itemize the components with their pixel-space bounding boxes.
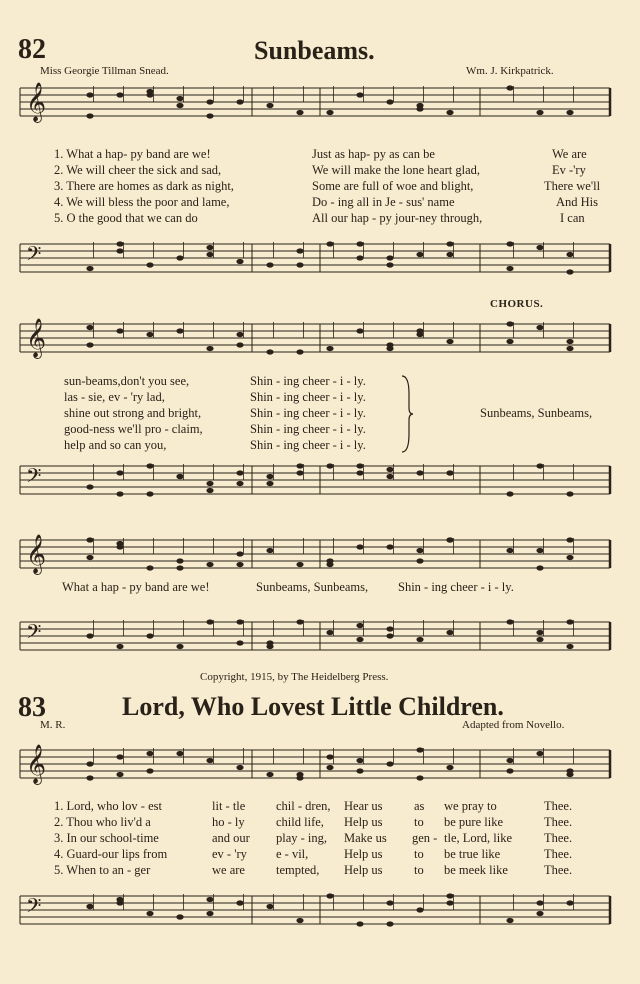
notehead: [416, 470, 423, 475]
notehead: [536, 325, 543, 330]
notehead: [176, 328, 183, 333]
notehead: [416, 907, 423, 912]
notehead: [206, 562, 213, 567]
notehead: [236, 619, 243, 624]
notehead: [386, 255, 393, 260]
notehead: [566, 252, 573, 257]
notehead: [536, 245, 543, 250]
notehead: [116, 754, 123, 759]
notehead: [566, 772, 573, 777]
notehead: [356, 758, 363, 763]
notehead: [266, 772, 273, 777]
notehead: [86, 537, 93, 542]
notehead: [116, 541, 123, 546]
notehead: [296, 248, 303, 253]
notehead: [296, 110, 303, 115]
lyric-text: las - sie, ev - 'ry lad,: [64, 390, 165, 404]
treble-staff: [20, 744, 610, 784]
lyric-text: and our: [212, 831, 250, 845]
notehead: [296, 349, 303, 354]
notehead: [266, 262, 273, 267]
notehead: [416, 637, 423, 642]
notehead: [566, 269, 573, 274]
notehead: [326, 241, 333, 246]
lyric-text: sun-beams,don't you see,: [64, 374, 190, 388]
lyric-text: to: [414, 847, 424, 861]
lyric-text: shine out strong and bright,: [64, 406, 202, 420]
notehead: [146, 633, 153, 638]
notehead: [386, 474, 393, 479]
notehead: [566, 491, 573, 496]
staff-lines: [20, 744, 610, 784]
notehead: [386, 262, 393, 267]
lyric-text: we pray to: [444, 799, 497, 813]
treble-staff: [20, 534, 610, 574]
lyric-text: help and so can you,: [64, 438, 167, 452]
notehead: [266, 548, 273, 553]
notehead: [266, 474, 273, 479]
notehead: [116, 491, 123, 496]
staff-lines: [20, 892, 610, 926]
notehead: [536, 630, 543, 635]
svg-text:𝄞: 𝄞: [26, 82, 47, 122]
bass-staff: [20, 462, 610, 496]
treble-staff: [20, 318, 610, 358]
notehead: [356, 921, 363, 926]
notehead: [506, 339, 513, 344]
lyric-text: be pure like: [444, 815, 504, 829]
notehead: [446, 765, 453, 770]
notehead: [146, 332, 153, 337]
notehead: [326, 110, 333, 115]
lyric-text: 4. Guard-our lips from: [54, 847, 168, 861]
lyric-text: 4. We will bless the poor and lame,: [54, 195, 230, 209]
chorus-label: CHORUS.: [490, 298, 544, 310]
notehead: [116, 248, 123, 253]
notehead: [236, 259, 243, 264]
notehead: [566, 900, 573, 905]
notehead: [146, 92, 153, 97]
lyric-text: to: [414, 815, 424, 829]
svg-text:𝄞: 𝄞: [26, 534, 47, 574]
svg-text:𝄢: 𝄢: [26, 894, 42, 922]
lyric-text: be meek like: [444, 863, 508, 877]
lyric-text: as: [414, 799, 425, 813]
notehead: [386, 900, 393, 905]
notehead: [236, 470, 243, 475]
notehead: [536, 751, 543, 756]
notehead: [116, 470, 123, 475]
staff-lines: [20, 82, 610, 122]
svg-text:𝄞: 𝄞: [26, 744, 47, 784]
notehead: [416, 747, 423, 752]
treble-staff: [20, 82, 610, 122]
notehead: [416, 328, 423, 333]
notehead: [176, 751, 183, 756]
notehead: [446, 537, 453, 542]
notehead: [506, 266, 513, 271]
lyric-text: we are: [212, 863, 245, 877]
lyric-text: 3. There are homes as dark as night,: [54, 179, 234, 193]
lyric-text: Thee.: [544, 815, 573, 829]
notehead: [86, 555, 93, 560]
notehead: [116, 241, 123, 246]
lyric-text: Help us: [344, 815, 383, 829]
notehead: [236, 332, 243, 337]
notehead: [326, 630, 333, 635]
notehead: [326, 558, 333, 563]
notehead: [536, 463, 543, 468]
notehead: [86, 342, 93, 347]
notehead: [566, 346, 573, 351]
hymn-title: Sunbeams.: [254, 36, 375, 65]
staff-lines: [20, 318, 610, 358]
lyric-text: Shin - ing cheer - i - ly.: [250, 406, 366, 420]
notehead: [326, 765, 333, 770]
notehead: [176, 644, 183, 649]
lyric-text: Thee.: [544, 847, 573, 861]
lyric-text: And His: [556, 195, 599, 209]
notehead: [236, 640, 243, 645]
notehead: [446, 252, 453, 257]
notehead: [236, 900, 243, 905]
notehead: [116, 644, 123, 649]
lyric-text: Just as hap- py as can be: [312, 147, 435, 161]
lyric-text: Thee.: [544, 799, 573, 813]
lyric-text: tle, Lord, like: [444, 831, 513, 845]
lyric-text: We are: [552, 147, 587, 161]
notehead: [206, 488, 213, 493]
notehead: [416, 548, 423, 553]
notehead: [566, 555, 573, 560]
notehead: [326, 463, 333, 468]
notehead: [566, 339, 573, 344]
lyric-text: 2. We will cheer the sick and sad,: [54, 163, 222, 177]
lyric-text: Some are full of woe and blight,: [312, 179, 474, 193]
notehead: [506, 85, 513, 90]
notehead: [536, 110, 543, 115]
notehead: [86, 113, 93, 118]
notehead: [386, 544, 393, 549]
notehead: [386, 921, 393, 926]
lyric-text: What a hap - py band are we!: [62, 580, 210, 594]
notehead: [176, 255, 183, 260]
lyric-text: be true like: [444, 847, 501, 861]
notehead: [266, 904, 273, 909]
lyric-text: ho - ly: [212, 815, 245, 829]
notehead: [116, 92, 123, 97]
notehead: [86, 633, 93, 638]
notehead: [416, 558, 423, 563]
notehead: [356, 768, 363, 773]
notehead: [446, 470, 453, 475]
notehead: [356, 637, 363, 642]
notehead: [536, 900, 543, 905]
lyric-text: e - vil,: [276, 847, 309, 861]
notehead: [146, 262, 153, 267]
svg-text:𝄢: 𝄢: [26, 464, 42, 492]
notehead: [386, 99, 393, 104]
notehead: [356, 623, 363, 628]
lyric-text: Shin - ing cheer - i - ly.: [250, 374, 366, 388]
copyright-notice: Copyright, 1915, by The Heidelberg Press.: [200, 671, 389, 683]
notehead: [206, 897, 213, 902]
lyric-text: Shin - ing cheer - i - ly.: [250, 390, 366, 404]
lyric-text: play - ing,: [276, 831, 328, 845]
notehead: [146, 751, 153, 756]
lyric-text: 1. What a hap- py band are we!: [54, 147, 211, 161]
hymn-number: 82: [18, 34, 46, 65]
notehead: [146, 463, 153, 468]
lyric-text: 2. Thou who liv'd a: [54, 815, 151, 829]
notehead: [206, 619, 213, 624]
notehead: [416, 775, 423, 780]
lyric-text: Help us: [344, 863, 383, 877]
lyric-text: Hear us: [344, 799, 383, 813]
lyric-text: All our hap - py jour-ney through,: [312, 211, 483, 225]
notehead: [416, 106, 423, 111]
notehead: [386, 346, 393, 351]
notehead: [146, 911, 153, 916]
notehead: [536, 911, 543, 916]
notehead: [446, 339, 453, 344]
staff-lines: [20, 534, 610, 574]
lyric-text: Help us: [344, 847, 383, 861]
bass-staff: [20, 892, 610, 926]
lyric-text: 1. Lord, who lov - est: [54, 799, 162, 813]
notehead: [176, 565, 183, 570]
notehead: [356, 463, 363, 468]
svg-text:𝄞: 𝄞: [26, 318, 47, 358]
lyric-text: to: [414, 863, 424, 877]
lyric-text: 3. In our school-time: [54, 831, 159, 845]
lyric-text: We will make the lone heart glad,: [312, 163, 481, 177]
notehead: [116, 897, 123, 902]
notehead: [506, 321, 513, 326]
notehead: [506, 491, 513, 496]
notehead: [176, 558, 183, 563]
notehead: [266, 481, 273, 486]
notehead: [356, 328, 363, 333]
notehead: [446, 110, 453, 115]
notehead: [146, 768, 153, 773]
notehead: [386, 626, 393, 631]
lyric-text: 5. O the good that we can do: [54, 211, 198, 225]
notehead: [326, 893, 333, 898]
notehead: [86, 775, 93, 780]
notehead: [566, 110, 573, 115]
notehead: [206, 346, 213, 351]
notehead: [176, 914, 183, 919]
notehead: [86, 904, 93, 909]
notehead: [416, 252, 423, 257]
staff-lines: [20, 462, 610, 496]
notehead: [176, 96, 183, 101]
notehead: [206, 245, 213, 250]
notehead: [176, 474, 183, 479]
notehead: [356, 92, 363, 97]
lyric-text: Thee.: [544, 863, 573, 877]
lyric-text: chil - dren,: [276, 799, 331, 813]
notehead: [86, 92, 93, 97]
notehead: [236, 551, 243, 556]
notehead: [386, 761, 393, 766]
notehead: [116, 772, 123, 777]
lyric-text: tempted,: [276, 863, 320, 877]
notehead: [296, 918, 303, 923]
notehead: [566, 537, 573, 542]
notehead: [266, 103, 273, 108]
notehead: [86, 484, 93, 489]
notehead: [356, 255, 363, 260]
notehead: [506, 548, 513, 553]
notehead: [206, 113, 213, 118]
notehead: [206, 252, 213, 257]
lyric-text: Do - ing all in Je - sus' name: [312, 195, 455, 209]
notehead: [506, 241, 513, 246]
lyric-text: lit - tle: [212, 799, 246, 813]
notehead: [236, 481, 243, 486]
notehead: [206, 481, 213, 486]
notehead: [146, 565, 153, 570]
notehead: [566, 619, 573, 624]
lyric-text: Thee.: [544, 831, 573, 845]
notehead: [296, 772, 303, 777]
hymn-title: Lord, Who Lovest Little Children.: [122, 692, 504, 721]
lyric-text: 5. When to an - ger: [54, 863, 151, 877]
notehead: [506, 768, 513, 773]
lyric-text: I can: [560, 211, 585, 225]
notehead: [296, 562, 303, 567]
notehead: [446, 630, 453, 635]
notehead: [506, 619, 513, 624]
notehead: [356, 544, 363, 549]
notehead: [566, 644, 573, 649]
bass-staff: [20, 618, 610, 652]
notehead: [446, 893, 453, 898]
notehead: [356, 241, 363, 246]
notehead: [266, 349, 273, 354]
svg-text:𝄢: 𝄢: [26, 620, 42, 648]
notehead: [506, 918, 513, 923]
notehead: [326, 346, 333, 351]
notehead: [206, 911, 213, 916]
notehead: [236, 765, 243, 770]
lyric-text: gen -: [412, 831, 438, 845]
verse-brace: [400, 374, 414, 454]
notehead: [236, 562, 243, 567]
notehead: [446, 900, 453, 905]
notehead: [86, 761, 93, 766]
lyricist-credit: M. R.: [40, 719, 66, 731]
notehead: [86, 266, 93, 271]
notehead: [386, 467, 393, 472]
composer-credit: Wm. J. Kirkpatrick.: [466, 65, 554, 77]
notehead: [86, 325, 93, 330]
notehead: [386, 633, 393, 638]
svg-text:𝄢: 𝄢: [26, 242, 42, 270]
lyricist-credit: Miss Georgie Tillman Snead.: [40, 65, 169, 77]
notehead: [446, 241, 453, 246]
notehead: [236, 342, 243, 347]
notehead: [296, 470, 303, 475]
notehead: [146, 491, 153, 496]
lyric-text: Ev -'ry: [552, 163, 586, 177]
lyric-text: Sunbeams, Sunbeams,: [256, 580, 369, 594]
notehead: [206, 758, 213, 763]
notehead: [536, 637, 543, 642]
lyric-text: Make us: [344, 831, 387, 845]
lyric-text: child life,: [276, 815, 324, 829]
lyric-text: There we'll: [544, 179, 601, 193]
notehead: [176, 103, 183, 108]
notehead: [326, 754, 333, 759]
notehead: [266, 644, 273, 649]
staff-lines: [20, 618, 610, 652]
notehead: [296, 619, 303, 624]
notehead: [206, 99, 213, 104]
notehead: [296, 463, 303, 468]
notehead: [236, 99, 243, 104]
notehead: [116, 328, 123, 333]
staff-lines: [20, 240, 610, 274]
lyric-text: Shin - ing cheer - i - ly.: [398, 580, 514, 594]
lyric-text: Shin - ing cheer - i - ly.: [250, 438, 366, 452]
composer-credit: Adapted from Novello.: [462, 719, 565, 731]
lyric-text: Shin - ing cheer - i - ly.: [250, 422, 366, 436]
lyric-text: good-ness we'll pro - claim,: [64, 422, 203, 436]
lyric-text: ev - 'ry: [212, 847, 247, 861]
hymn-number: 83: [18, 692, 46, 723]
notehead: [356, 470, 363, 475]
notehead: [536, 548, 543, 553]
chorus-words: Sunbeams, Sunbeams,: [480, 406, 593, 420]
bass-staff: [20, 240, 610, 274]
notehead: [506, 758, 513, 763]
notehead: [536, 565, 543, 570]
notehead: [296, 262, 303, 267]
